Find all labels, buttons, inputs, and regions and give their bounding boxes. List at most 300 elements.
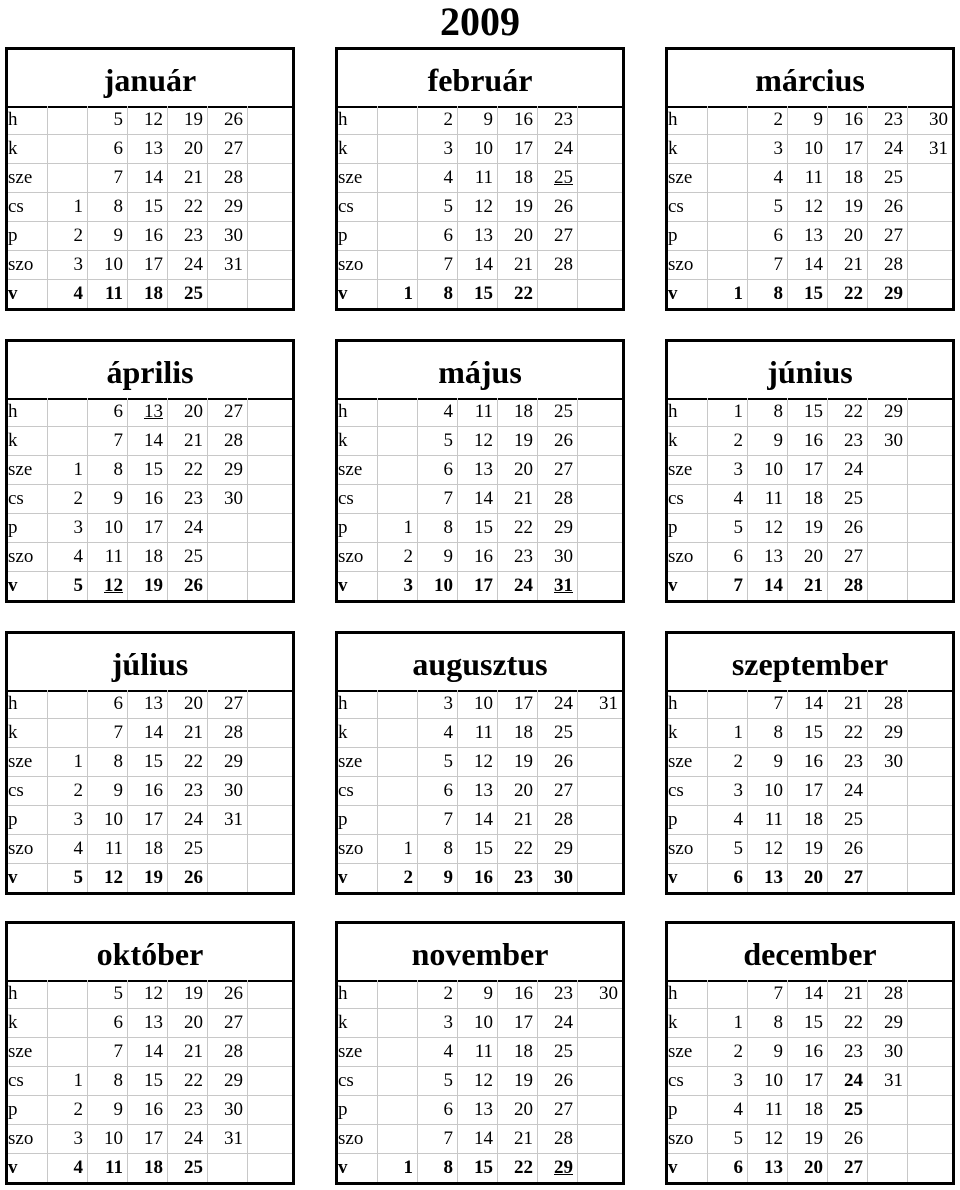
date-cell: 10 xyxy=(458,1009,498,1038)
date-cell xyxy=(208,835,248,864)
date-cell xyxy=(578,106,622,135)
date-cell: 16 xyxy=(828,106,868,135)
month-name: október xyxy=(8,924,292,982)
weekday-label: sze xyxy=(8,1038,48,1067)
weekday-label: szo xyxy=(668,251,708,280)
date-cell: 25 xyxy=(538,398,578,427)
date-cell: 24 xyxy=(538,1009,578,1038)
weekday-label: k xyxy=(8,719,48,748)
date-cell: 21 xyxy=(498,251,538,280)
date-cell xyxy=(248,806,292,835)
date-cell: 31 xyxy=(208,806,248,835)
date-cell: 7 xyxy=(708,572,748,600)
date-cell: 19 xyxy=(498,427,538,456)
date-cell: 12 xyxy=(128,106,168,135)
date-cell: 29 xyxy=(208,1067,248,1096)
date-cell: 12 xyxy=(88,864,128,892)
date-cell: 22 xyxy=(828,398,868,427)
weekday-label: p xyxy=(668,806,708,835)
date-cell: 28 xyxy=(868,251,908,280)
date-cell: 29 xyxy=(538,835,578,864)
date-cell: 9 xyxy=(418,864,458,892)
date-cell: 9 xyxy=(88,222,128,251)
date-cell: 21 xyxy=(168,1038,208,1067)
date-cell: 6 xyxy=(418,777,458,806)
date-cell: 5 xyxy=(88,980,128,1009)
date-cell xyxy=(248,748,292,777)
date-cell: 24 xyxy=(828,456,868,485)
date-cell: 9 xyxy=(748,427,788,456)
date-cell: 20 xyxy=(168,1009,208,1038)
date-cell xyxy=(378,1096,418,1125)
weekday-label: sze xyxy=(8,164,48,193)
weekday-label: cs xyxy=(338,193,378,222)
date-cell: 19 xyxy=(828,193,868,222)
date-cell: 17 xyxy=(788,1067,828,1096)
date-cell: 2 xyxy=(708,1038,748,1067)
date-cell xyxy=(908,485,952,514)
date-cell: 11 xyxy=(458,164,498,193)
date-cell xyxy=(378,690,418,719)
date-cell: 5 xyxy=(418,193,458,222)
weekday-label: cs xyxy=(668,193,708,222)
date-cell: 23 xyxy=(168,222,208,251)
date-cell: 13 xyxy=(128,690,168,719)
date-cell: 24 xyxy=(828,777,868,806)
date-cell: 5 xyxy=(708,514,748,543)
weekday-label: v xyxy=(8,864,48,892)
month-name: augusztus xyxy=(338,634,622,692)
date-cell xyxy=(578,280,622,308)
date-cell: 23 xyxy=(538,106,578,135)
date-cell: 20 xyxy=(498,1096,538,1125)
date-cell: 4 xyxy=(418,398,458,427)
date-cell: 18 xyxy=(498,1038,538,1067)
date-cell xyxy=(578,398,622,427)
date-cell: 28 xyxy=(868,980,908,1009)
date-cell xyxy=(378,1067,418,1096)
date-cell: 24 xyxy=(498,572,538,600)
month-7 xyxy=(5,631,295,895)
weekday-label: h xyxy=(668,398,708,427)
date-cell: 11 xyxy=(748,485,788,514)
date-cell: 22 xyxy=(498,514,538,543)
date-cell xyxy=(908,835,952,864)
date-cell xyxy=(208,514,248,543)
date-cell xyxy=(248,251,292,280)
date-cell: 18 xyxy=(498,164,538,193)
date-cell xyxy=(578,572,622,600)
date-cell: 2 xyxy=(48,222,88,251)
date-cell: 5 xyxy=(708,835,748,864)
date-cell: 26 xyxy=(168,864,208,892)
date-cell: 12 xyxy=(458,193,498,222)
date-cell: 14 xyxy=(128,427,168,456)
weekday-label: cs xyxy=(8,777,48,806)
date-cell xyxy=(248,864,292,892)
date-cell: 13 xyxy=(458,222,498,251)
date-cell xyxy=(578,427,622,456)
date-cell: 7 xyxy=(88,427,128,456)
date-cell xyxy=(48,398,88,427)
date-cell: 2 xyxy=(708,427,748,456)
date-cell: 13 xyxy=(128,135,168,164)
date-cell xyxy=(248,1096,292,1125)
date-cell: 9 xyxy=(88,1096,128,1125)
date-cell: 14 xyxy=(458,806,498,835)
date-cell: 30 xyxy=(868,427,908,456)
date-cell xyxy=(248,398,292,427)
date-cell: 1 xyxy=(48,748,88,777)
date-cell: 29 xyxy=(208,748,248,777)
weekday-label: cs xyxy=(338,777,378,806)
date-cell: 29 xyxy=(868,1009,908,1038)
date-cell: 17 xyxy=(788,777,828,806)
date-cell: 11 xyxy=(88,280,128,308)
date-cell: 21 xyxy=(168,164,208,193)
date-cell xyxy=(578,1096,622,1125)
weekday-label: p xyxy=(338,222,378,251)
month-9 xyxy=(665,631,955,895)
date-cell: 10 xyxy=(88,251,128,280)
date-cell: 11 xyxy=(458,398,498,427)
date-cell: 28 xyxy=(868,690,908,719)
date-cell xyxy=(578,485,622,514)
date-cell xyxy=(248,514,292,543)
date-cell xyxy=(708,222,748,251)
date-cell: 16 xyxy=(788,748,828,777)
date-cell xyxy=(248,1067,292,1096)
date-cell: 18 xyxy=(498,398,538,427)
date-cell: 21 xyxy=(828,251,868,280)
date-cell: 23 xyxy=(498,543,538,572)
date-cell: 28 xyxy=(208,164,248,193)
date-cell: 10 xyxy=(418,572,458,600)
month-grid xyxy=(668,106,952,308)
date-cell: 27 xyxy=(538,456,578,485)
date-cell xyxy=(378,1009,418,1038)
date-cell: 23 xyxy=(168,777,208,806)
date-cell xyxy=(378,456,418,485)
date-cell: 4 xyxy=(418,719,458,748)
date-cell: 5 xyxy=(748,193,788,222)
date-cell: 24 xyxy=(868,135,908,164)
date-cell: 7 xyxy=(418,485,458,514)
date-cell: 19 xyxy=(498,748,538,777)
date-cell: 26 xyxy=(538,427,578,456)
date-cell xyxy=(378,980,418,1009)
date-cell: 29 xyxy=(868,719,908,748)
date-cell: 13 xyxy=(748,543,788,572)
date-cell: 27 xyxy=(868,222,908,251)
date-cell: 9 xyxy=(748,748,788,777)
date-cell xyxy=(578,1038,622,1067)
date-cell: 3 xyxy=(48,514,88,543)
date-cell xyxy=(248,719,292,748)
weekday-label: h xyxy=(8,690,48,719)
date-cell: 26 xyxy=(828,1125,868,1154)
date-cell: 16 xyxy=(788,1038,828,1067)
date-cell: 27 xyxy=(208,135,248,164)
weekday-label: sze xyxy=(338,164,378,193)
date-cell: 23 xyxy=(538,980,578,1009)
date-cell: 8 xyxy=(88,193,128,222)
date-cell xyxy=(248,106,292,135)
date-cell: 6 xyxy=(708,1154,748,1182)
date-cell: 4 xyxy=(48,280,88,308)
date-cell: 3 xyxy=(418,135,458,164)
month-5 xyxy=(335,339,625,603)
date-cell: 25 xyxy=(828,485,868,514)
date-cell: 13 xyxy=(458,1096,498,1125)
date-cell: 16 xyxy=(498,980,538,1009)
date-cell: 4 xyxy=(708,806,748,835)
weekday-label: h xyxy=(338,690,378,719)
date-cell: 16 xyxy=(128,222,168,251)
weekday-label: k xyxy=(668,427,708,456)
date-cell xyxy=(48,106,88,135)
date-cell: 15 xyxy=(128,193,168,222)
date-cell: 12 xyxy=(788,193,828,222)
weekday-label: cs xyxy=(8,1067,48,1096)
weekday-label: cs xyxy=(8,485,48,514)
date-cell: 17 xyxy=(128,251,168,280)
date-cell: 10 xyxy=(88,806,128,835)
date-cell xyxy=(908,514,952,543)
date-cell xyxy=(908,543,952,572)
date-cell xyxy=(578,1125,622,1154)
date-cell xyxy=(48,1009,88,1038)
date-cell: 17 xyxy=(128,1125,168,1154)
weekday-label: k xyxy=(8,427,48,456)
weekday-label: szo xyxy=(338,835,378,864)
date-cell: 26 xyxy=(538,1067,578,1096)
date-cell: 19 xyxy=(168,106,208,135)
date-cell: 7 xyxy=(748,251,788,280)
date-cell: 20 xyxy=(788,543,828,572)
date-cell xyxy=(248,980,292,1009)
weekday-label: sze xyxy=(668,164,708,193)
date-cell: 17 xyxy=(828,135,868,164)
date-cell: 14 xyxy=(458,485,498,514)
date-cell xyxy=(868,572,908,600)
date-cell: 19 xyxy=(498,193,538,222)
date-cell: 16 xyxy=(128,485,168,514)
month-name: május xyxy=(338,342,622,400)
date-cell xyxy=(208,1154,248,1182)
date-cell: 8 xyxy=(418,514,458,543)
date-cell: 14 xyxy=(458,251,498,280)
weekday-label: v xyxy=(8,1154,48,1182)
weekday-label: p xyxy=(338,806,378,835)
month-name: november xyxy=(338,924,622,982)
date-cell: 21 xyxy=(788,572,828,600)
weekday-label: k xyxy=(668,135,708,164)
weekday-label: h xyxy=(338,106,378,135)
date-cell: 25 xyxy=(538,164,578,193)
weekday-label: szo xyxy=(8,1125,48,1154)
date-cell: 30 xyxy=(208,485,248,514)
date-cell: 28 xyxy=(538,485,578,514)
month-grid xyxy=(338,690,622,892)
date-cell xyxy=(48,690,88,719)
date-cell: 5 xyxy=(418,748,458,777)
weekday-label: szo xyxy=(668,1125,708,1154)
date-cell xyxy=(908,1067,952,1096)
weekday-label: h xyxy=(668,980,708,1009)
date-cell: 10 xyxy=(458,135,498,164)
date-cell: 3 xyxy=(48,806,88,835)
date-cell: 4 xyxy=(48,1154,88,1182)
date-cell: 11 xyxy=(88,543,128,572)
month-6 xyxy=(665,339,955,603)
date-cell: 3 xyxy=(378,572,418,600)
date-cell: 27 xyxy=(538,1096,578,1125)
month-name: január xyxy=(8,50,292,108)
month-10 xyxy=(5,921,295,1185)
date-cell: 6 xyxy=(748,222,788,251)
date-cell: 4 xyxy=(48,543,88,572)
date-cell: 21 xyxy=(828,690,868,719)
date-cell: 15 xyxy=(458,280,498,308)
date-cell: 20 xyxy=(168,135,208,164)
month-name: március xyxy=(668,50,952,108)
date-cell: 18 xyxy=(128,280,168,308)
date-cell: 13 xyxy=(748,1154,788,1182)
weekday-label: szo xyxy=(668,543,708,572)
date-cell: 2 xyxy=(48,485,88,514)
date-cell: 29 xyxy=(538,514,578,543)
date-cell: 23 xyxy=(168,1096,208,1125)
date-cell: 18 xyxy=(128,543,168,572)
date-cell xyxy=(378,719,418,748)
year-title: 2009 xyxy=(440,0,520,44)
date-cell: 31 xyxy=(208,251,248,280)
date-cell xyxy=(48,980,88,1009)
date-cell: 17 xyxy=(458,572,498,600)
date-cell: 20 xyxy=(828,222,868,251)
date-cell: 9 xyxy=(458,980,498,1009)
month-name: december xyxy=(668,924,952,982)
date-cell: 15 xyxy=(788,719,828,748)
date-cell: 24 xyxy=(168,1125,208,1154)
date-cell: 8 xyxy=(748,1009,788,1038)
date-cell xyxy=(248,456,292,485)
date-cell: 22 xyxy=(828,719,868,748)
date-cell: 22 xyxy=(168,748,208,777)
date-cell: 1 xyxy=(378,514,418,543)
date-cell: 22 xyxy=(168,193,208,222)
date-cell xyxy=(908,398,952,427)
date-cell: 31 xyxy=(578,690,622,719)
date-cell: 6 xyxy=(418,222,458,251)
date-cell xyxy=(578,748,622,777)
date-cell xyxy=(868,543,908,572)
date-cell xyxy=(248,164,292,193)
date-cell xyxy=(378,777,418,806)
month-8 xyxy=(335,631,625,895)
date-cell: 20 xyxy=(498,456,538,485)
date-cell xyxy=(248,1009,292,1038)
date-cell xyxy=(578,1154,622,1182)
month-4 xyxy=(5,339,295,603)
date-cell: 3 xyxy=(708,456,748,485)
date-cell: 12 xyxy=(748,514,788,543)
weekday-label: sze xyxy=(8,748,48,777)
date-cell xyxy=(868,864,908,892)
month-grid xyxy=(668,980,952,1182)
month-grid xyxy=(8,398,292,600)
date-cell xyxy=(908,1096,952,1125)
date-cell: 15 xyxy=(128,456,168,485)
date-cell: 4 xyxy=(418,164,458,193)
date-cell: 16 xyxy=(498,106,538,135)
date-cell: 26 xyxy=(208,106,248,135)
date-cell: 8 xyxy=(88,1067,128,1096)
weekday-label: p xyxy=(668,514,708,543)
weekday-label: szo xyxy=(338,1125,378,1154)
weekday-label: v xyxy=(338,572,378,600)
date-cell: 10 xyxy=(748,456,788,485)
date-cell xyxy=(248,1038,292,1067)
date-cell xyxy=(868,806,908,835)
weekday-label: szo xyxy=(668,835,708,864)
date-cell: 25 xyxy=(828,806,868,835)
date-cell: 29 xyxy=(208,456,248,485)
weekday-label: szo xyxy=(338,251,378,280)
date-cell: 28 xyxy=(828,572,868,600)
date-cell: 12 xyxy=(458,427,498,456)
date-cell xyxy=(248,835,292,864)
date-cell xyxy=(248,777,292,806)
month-name: április xyxy=(8,342,292,400)
weekday-label: sze xyxy=(8,456,48,485)
date-cell: 3 xyxy=(708,777,748,806)
date-cell xyxy=(248,135,292,164)
date-cell xyxy=(578,193,622,222)
date-cell: 22 xyxy=(828,1009,868,1038)
date-cell: 11 xyxy=(748,806,788,835)
date-cell: 21 xyxy=(168,719,208,748)
date-cell xyxy=(868,485,908,514)
date-cell xyxy=(578,864,622,892)
date-cell xyxy=(378,1038,418,1067)
date-cell: 22 xyxy=(168,1067,208,1096)
date-cell: 1 xyxy=(378,1154,418,1182)
weekday-label: cs xyxy=(8,193,48,222)
date-cell xyxy=(538,280,578,308)
date-cell: 24 xyxy=(828,1067,868,1096)
date-cell: 2 xyxy=(378,864,418,892)
month-name: július xyxy=(8,634,292,692)
date-cell xyxy=(378,1125,418,1154)
date-cell: 7 xyxy=(88,164,128,193)
date-cell xyxy=(908,251,952,280)
date-cell: 26 xyxy=(828,514,868,543)
date-cell: 11 xyxy=(748,1096,788,1125)
date-cell: 26 xyxy=(538,193,578,222)
date-cell xyxy=(908,280,952,308)
date-cell: 6 xyxy=(708,864,748,892)
date-cell xyxy=(868,514,908,543)
date-cell: 6 xyxy=(418,456,458,485)
date-cell xyxy=(908,748,952,777)
date-cell: 20 xyxy=(498,777,538,806)
month-grid xyxy=(8,106,292,308)
date-cell: 14 xyxy=(128,164,168,193)
date-cell: 3 xyxy=(48,1125,88,1154)
date-cell: 8 xyxy=(748,280,788,308)
